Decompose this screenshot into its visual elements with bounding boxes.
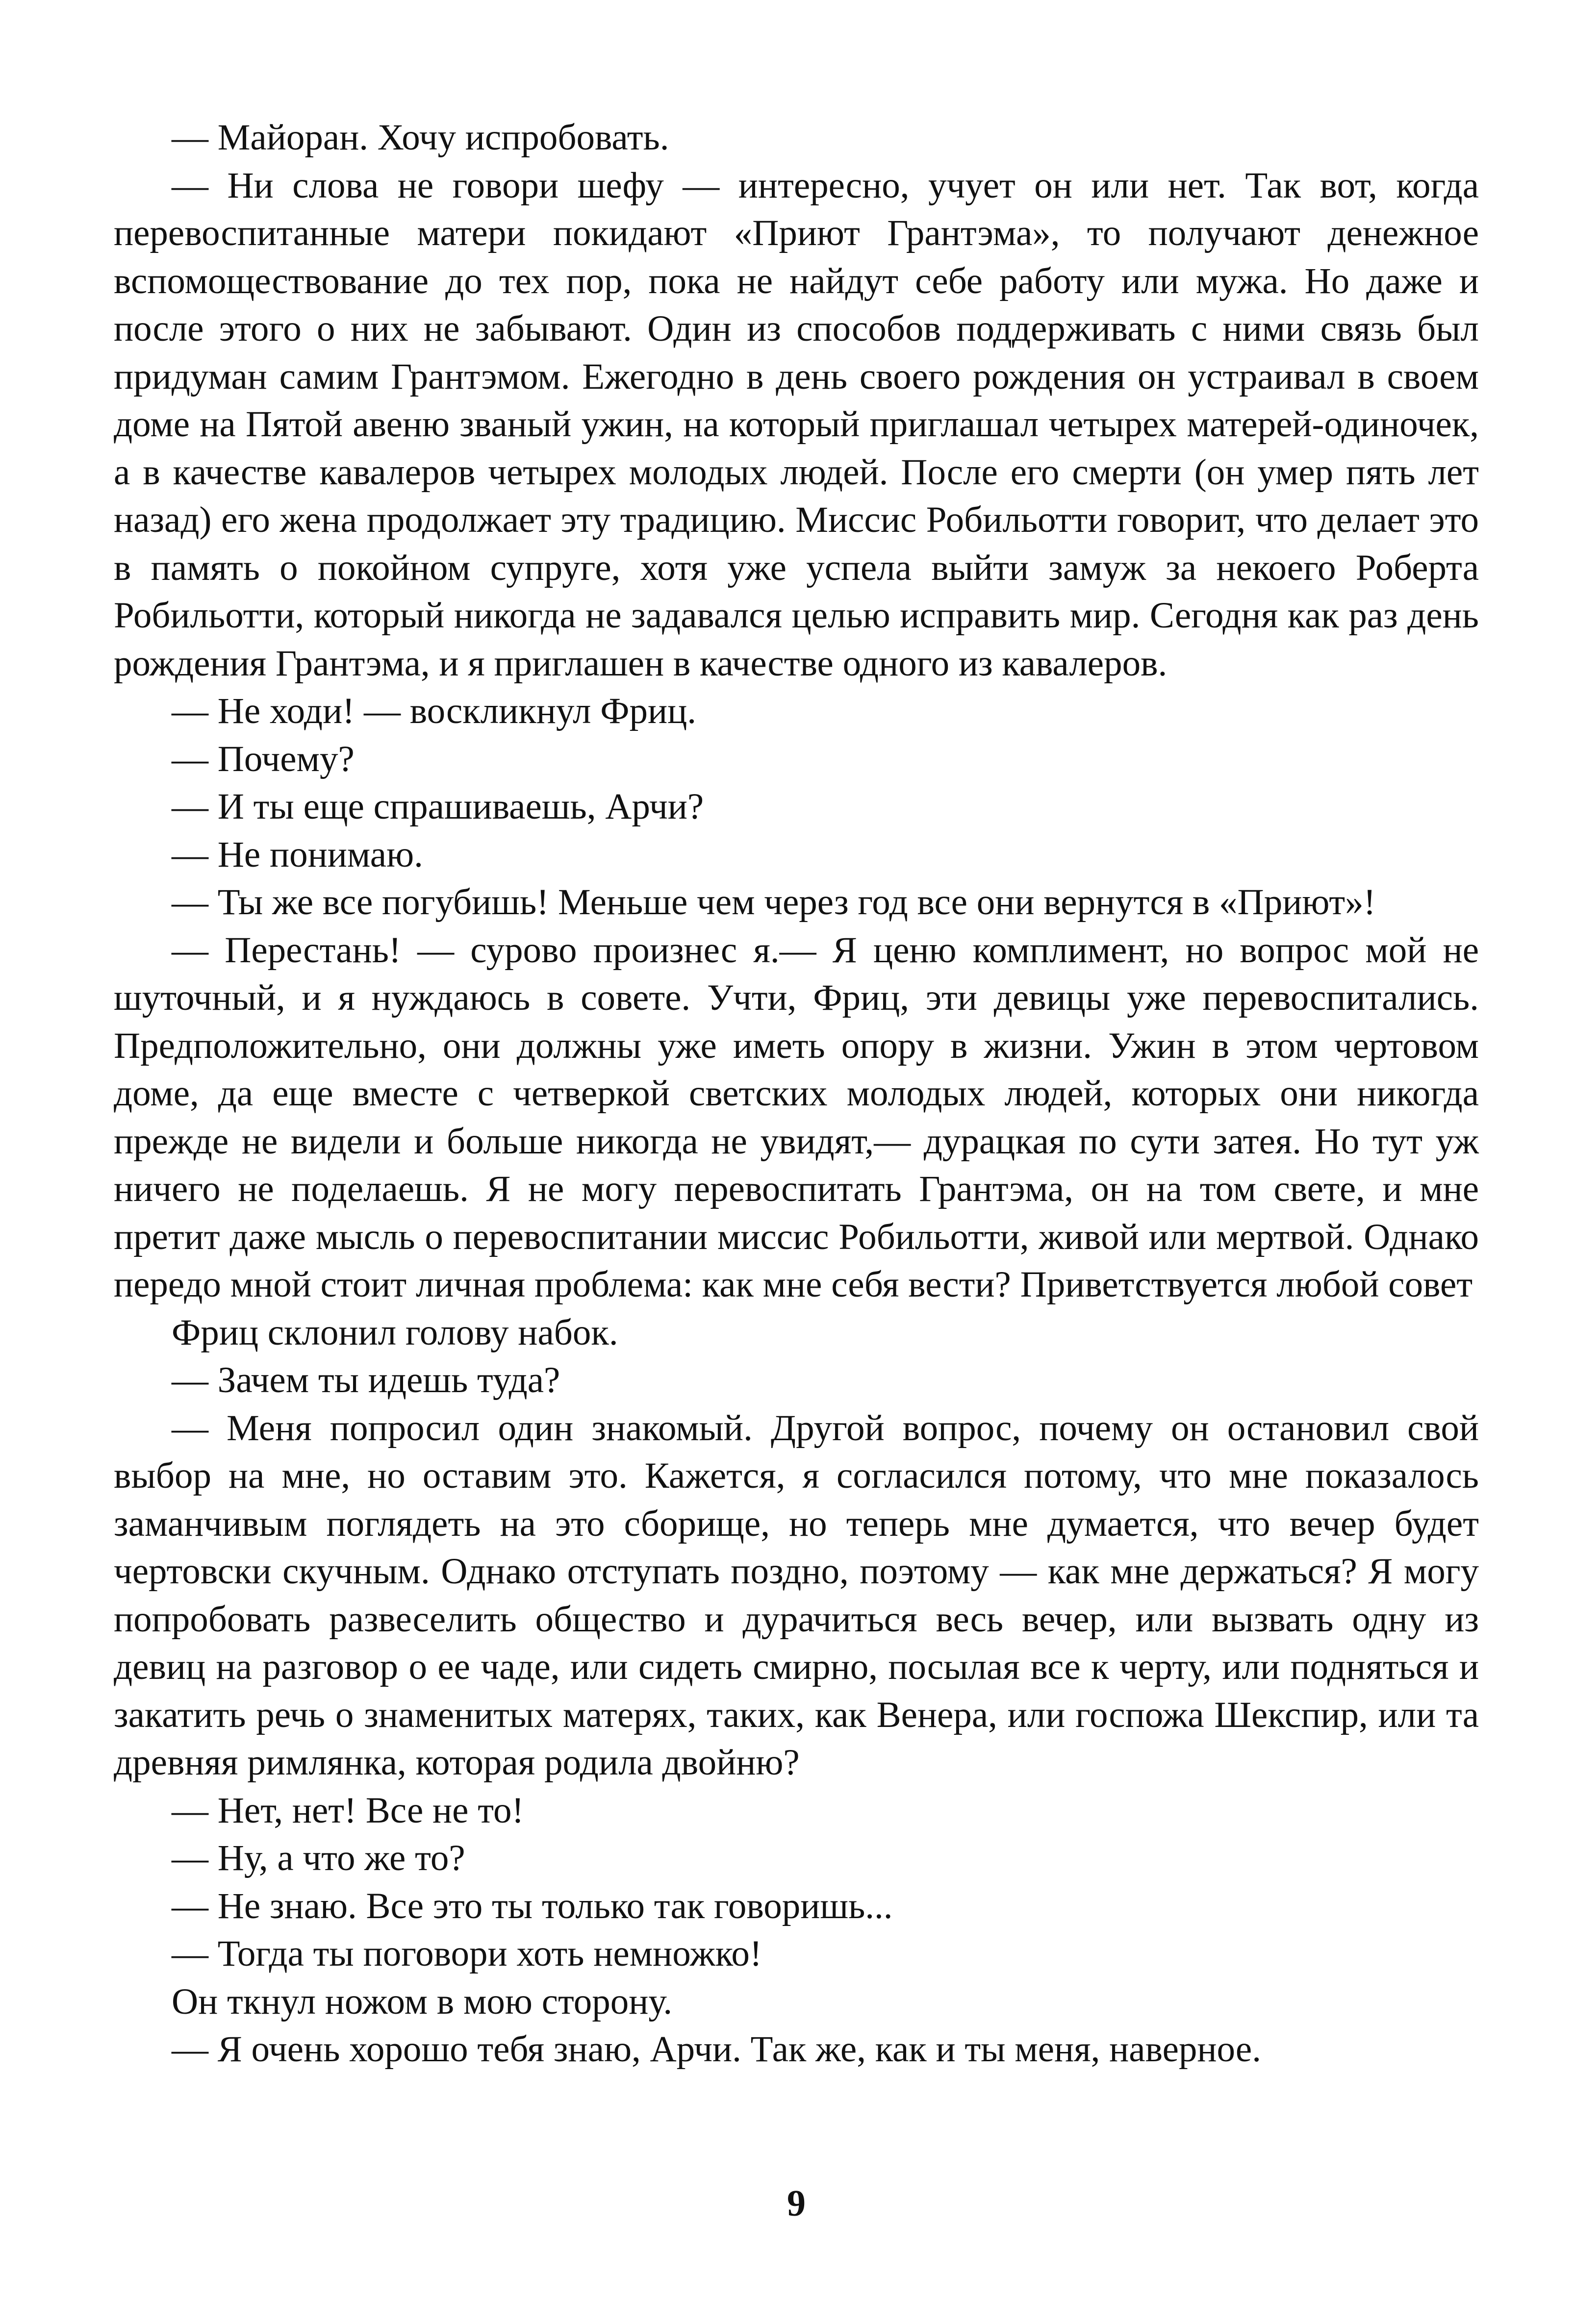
- paragraph-1: — Майоран. Хочу испробовать.: [172, 117, 669, 158]
- paragraph-8: — Перестань! — сурово произнес я.— Я ценю комплимент, но вопрос мой не шуточный, и я нуждаюсь в совете. Учти, Фриц, эти девицы уже перевоспитались. Предположительно, они должны уже иметь опору в жизни. Ужин в этом чертовом доме, да еще вместе с четверкой светских молодых людей, которых они никогда прежде не видели и больше никогда не увидят,— дурацкая по сути затея. Но тут уж ничего не поделаешь. Я не могу перевоспитать Грантэма, он на том свете, и мне претит даже мысль о перевоспитании миссис Робильотти, живой или мертвой. Однако передо мной стоит личная проблема: как мне себя вести? Приветствуется любой совет: [114, 929, 1479, 1305]
- page-number: 9: [787, 2183, 806, 2224]
- paragraph-12: — Нет, нет! Все не то!: [172, 1790, 524, 1831]
- paragraph-10: — Зачем ты идешь туда?: [172, 1360, 560, 1400]
- paragraph-17: — Я очень хорошо тебя знаю, Арчи. Так же, как и ты меня, наверное.: [172, 2029, 1261, 2070]
- paragraph-9: Фриц склонил голову набок.: [172, 1312, 618, 1353]
- paragraph-15: — Тогда ты поговори хоть немножко!: [172, 1933, 762, 1974]
- book-page: [114, 114, 1479, 2271]
- paragraph-5: — И ты еще спрашиваешь, Арчи?: [172, 786, 704, 827]
- paragraph-11: — Меня попросил один знакомый. Другой вопрос, почему он остановил свой выбор на мне, но оставим это. Кажется, я согласился потому, что мне показалось заманчивым поглядеть на это сборище, но теперь мне думается, что вечер будет чертовски скучным. Однако отступать поздно, поэтому — как мне держаться? Я могу попробовать развеселить общество и дурачиться весь вечер, или вызвать одну из девиц на разговор о ее чаде, или сидеть смирно, посылая все к черту, или подняться и закатить речь о знаменитых матерях, таких, как Венера, или госпожа Шекспир, или та древняя римлянка, которая родила двойню?: [114, 1407, 1479, 1783]
- paragraph-3: — Не ходи! — воскликнул Фриц.: [172, 691, 696, 731]
- paragraph-16: Он ткнул ножом в мою сторону.: [172, 1981, 673, 2022]
- paragraph-13: — Ну, а что же то?: [172, 1838, 465, 1878]
- paragraph-6: — Не понимаю.: [172, 834, 423, 875]
- paragraph-2: — Ни слова не говори шефу — интересно, учует он или нет. Так вот, когда перевоспитанные матери покидают «Приют Грантэма», то получают денежное вспомоществование до тех пор, пока не найдут себе работу или мужа. Но даже и после этого о них не забывают. Один из способов поддерживать с ними связь был придуман самим Грантэмом. Ежегодно в день своего рождения он устраивал в своем доме на Пятой авеню званый ужин, на который приглашал четырех матерей-одиночек, а в качестве кавалеров четырех молодых людей. После его смерти (он умер пять лет назад) его жена продолжает эту традицию. Миссис Робильотти говорит, что делает это в память о покойном супруге, хотя уже успела выйти замуж за некоего Роберта Робильотти, который никогда не задавался целью исправить мир. Сегодня как раз день рождения Грантэма, и я приглашен в качестве одного из кавалеров.: [114, 165, 1479, 684]
- paragraph-4: — Почему?: [172, 738, 355, 779]
- paragraph-14: — Не знаю. Все это ты только так говоришь...: [172, 1885, 893, 1926]
- paragraph-7: — Ты же все погубишь! Меньше чем через год все они вернутся в «Приют»!: [172, 882, 1376, 923]
